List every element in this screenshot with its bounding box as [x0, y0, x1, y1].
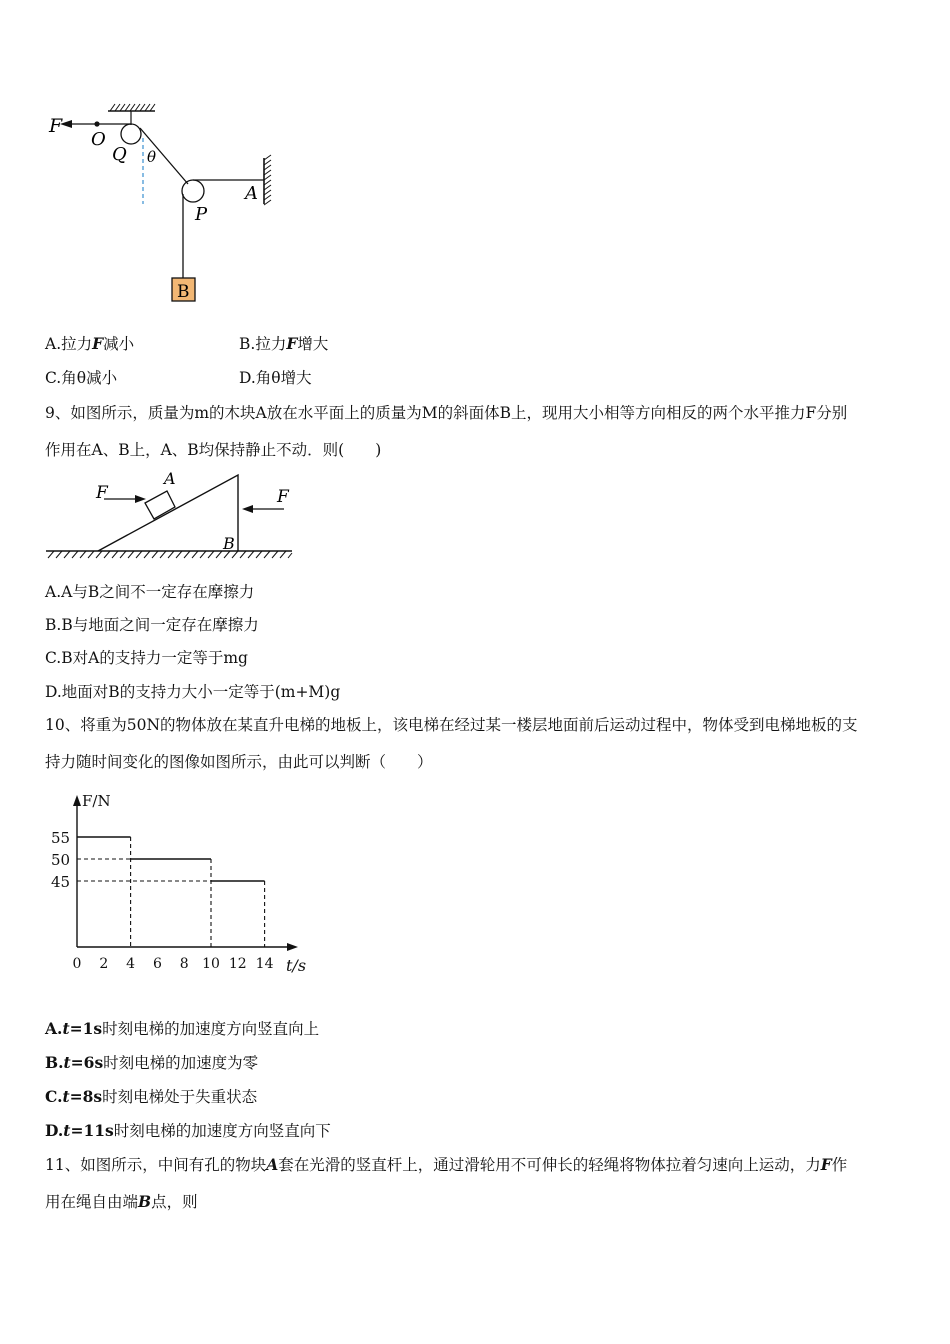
q10-option-c-prefix: C.	[45, 1087, 63, 1106]
q8-option-a	[45, 334, 134, 354]
pulley-q	[121, 124, 141, 144]
label-f: F	[49, 115, 63, 137]
q8-diagram	[40, 98, 340, 313]
x-tick-label-4: 4	[126, 956, 136, 972]
force-left-arrowhead	[135, 495, 146, 503]
label-a: A	[245, 183, 258, 204]
q11-text-1b: 套在光滑的竖直杆上，通过滑轮用不可伸长的轻绳将物体拉着匀速向上运动，力	[278, 1156, 821, 1174]
x-tick-label-6: 6	[152, 956, 162, 972]
q9-diagram	[42, 468, 302, 563]
q8-option-c: C.角θ减小	[45, 369, 118, 387]
y-tick-label-55: 55	[51, 829, 71, 847]
label-f-right: F	[277, 487, 289, 507]
wall-hatch	[264, 155, 271, 205]
q9-option-c: C.B对A的支持力一定等于mg	[45, 649, 248, 667]
q10-option-c-var: t	[62, 1087, 70, 1106]
q8-option-b	[239, 334, 328, 354]
q11-stem-line-2	[45, 1192, 198, 1212]
y-axis-label: F/N	[82, 792, 111, 810]
q10-option-d-text: 时刻电梯的加速度方向竖直向下	[113, 1122, 331, 1140]
q10-stem-line-2: 持力随时间变化的图像如图所示，由此可以判断（ ）	[45, 753, 433, 771]
ceiling-hatch	[110, 104, 155, 111]
q10-option-c-value: =8s	[69, 1087, 103, 1106]
q10-option-d-prefix: D.	[45, 1121, 64, 1140]
q10-option-d	[45, 1121, 331, 1141]
q11-var-f: F	[820, 1155, 832, 1174]
label-q: Q	[112, 144, 127, 165]
q11-stem-line-1	[45, 1155, 847, 1175]
x-tick-label-8: 8	[179, 956, 189, 972]
q10-stem-line-1: 10、将重为50N的物体放在某直升电梯的地板上，该电梯在经过某一楼层地面前后运动过程中，物体受到电梯地板的支	[45, 716, 858, 734]
q11-var-a: A	[266, 1155, 279, 1174]
label-o: O	[91, 129, 106, 150]
q10-option-b-prefix: B.	[45, 1053, 64, 1072]
q9-option-d: D.地面对B的支持力大小一定等于(m+M)g	[45, 683, 341, 701]
label-b: B	[177, 282, 190, 302]
label-p: P	[195, 204, 208, 225]
x-tick-label-10: 10	[202, 956, 220, 972]
q11-text-2a: 用在绳自由端	[45, 1193, 139, 1211]
q8-option-a-var: F	[92, 334, 104, 353]
x-axis-arrowhead	[287, 943, 298, 951]
block-a	[145, 491, 175, 519]
y-tick-label-45: 45	[51, 873, 71, 891]
q10-option-a	[45, 1019, 319, 1039]
q10-option-b-value: =6s	[70, 1053, 104, 1072]
q9-stem-line-1: 9、如图所示，质量为m的木块A放在水平面上的质量为M的斜面体B上，现用大小相等方向相反的两个水平推力F分别	[45, 404, 848, 422]
q10-option-d-var: t	[63, 1121, 71, 1140]
q10-option-c-text: 时刻电梯处于失重状态	[102, 1088, 258, 1106]
q10-option-b-text: 时刻电梯的加速度为零	[103, 1054, 259, 1072]
x-tick-label-0: 0	[72, 956, 82, 972]
q10-option-b	[45, 1053, 258, 1073]
q8-option-b-prefix: B.拉力	[239, 335, 287, 353]
q10-option-c	[45, 1087, 257, 1107]
force-right-arrowhead	[242, 505, 253, 513]
q10-option-a-text: 时刻电梯的加速度方向竖直向上	[102, 1020, 320, 1038]
q10-option-d-value: =11s	[70, 1121, 114, 1140]
q11-var-b: B	[138, 1192, 152, 1211]
q10-option-b-var: t	[63, 1053, 71, 1072]
q9-option-b: B.B与地面之间一定存在摩擦力	[45, 616, 259, 634]
label-f-left: F	[96, 483, 108, 503]
x-tick-label-2: 2	[99, 956, 109, 972]
ground-hatch	[48, 551, 292, 558]
q8-option-d: D.角θ增大	[239, 369, 312, 387]
label-theta: θ	[147, 148, 157, 166]
q8-option-a-suffix: 减小	[103, 335, 135, 353]
q8-option-b-var: F	[286, 334, 298, 353]
label-b: B	[223, 534, 235, 553]
x-tick-label-12: 12	[228, 956, 247, 972]
pulley-p	[182, 180, 204, 202]
y-tick-label-50: 50	[51, 851, 71, 869]
q9-option-a: A.A与B之间不一定存在摩擦力	[45, 583, 255, 601]
q8-option-b-suffix: 增大	[297, 335, 329, 353]
q10-force-time-chart	[40, 785, 330, 985]
q11-text-1c: 作	[831, 1156, 848, 1174]
q10-option-a-prefix: A.	[45, 1019, 63, 1038]
q10-option-a-value: =1s	[69, 1019, 103, 1038]
x-tick-label-14: 14	[255, 956, 274, 972]
label-a: A	[164, 469, 176, 488]
q9-stem-line-2: 作用在A、B上，A、B均保持静止不动．则( )	[45, 441, 382, 459]
q8-option-a-prefix: A.拉力	[45, 335, 93, 353]
q11-text-1a: 11、如图所示，中间有孔的物块	[45, 1156, 267, 1174]
y-axis-arrowhead	[73, 795, 81, 806]
q11-text-2b: 点，则	[151, 1193, 198, 1211]
point-o	[94, 121, 99, 126]
q10-option-a-var: t	[62, 1019, 70, 1038]
x-axis-label: t/s	[286, 956, 307, 975]
